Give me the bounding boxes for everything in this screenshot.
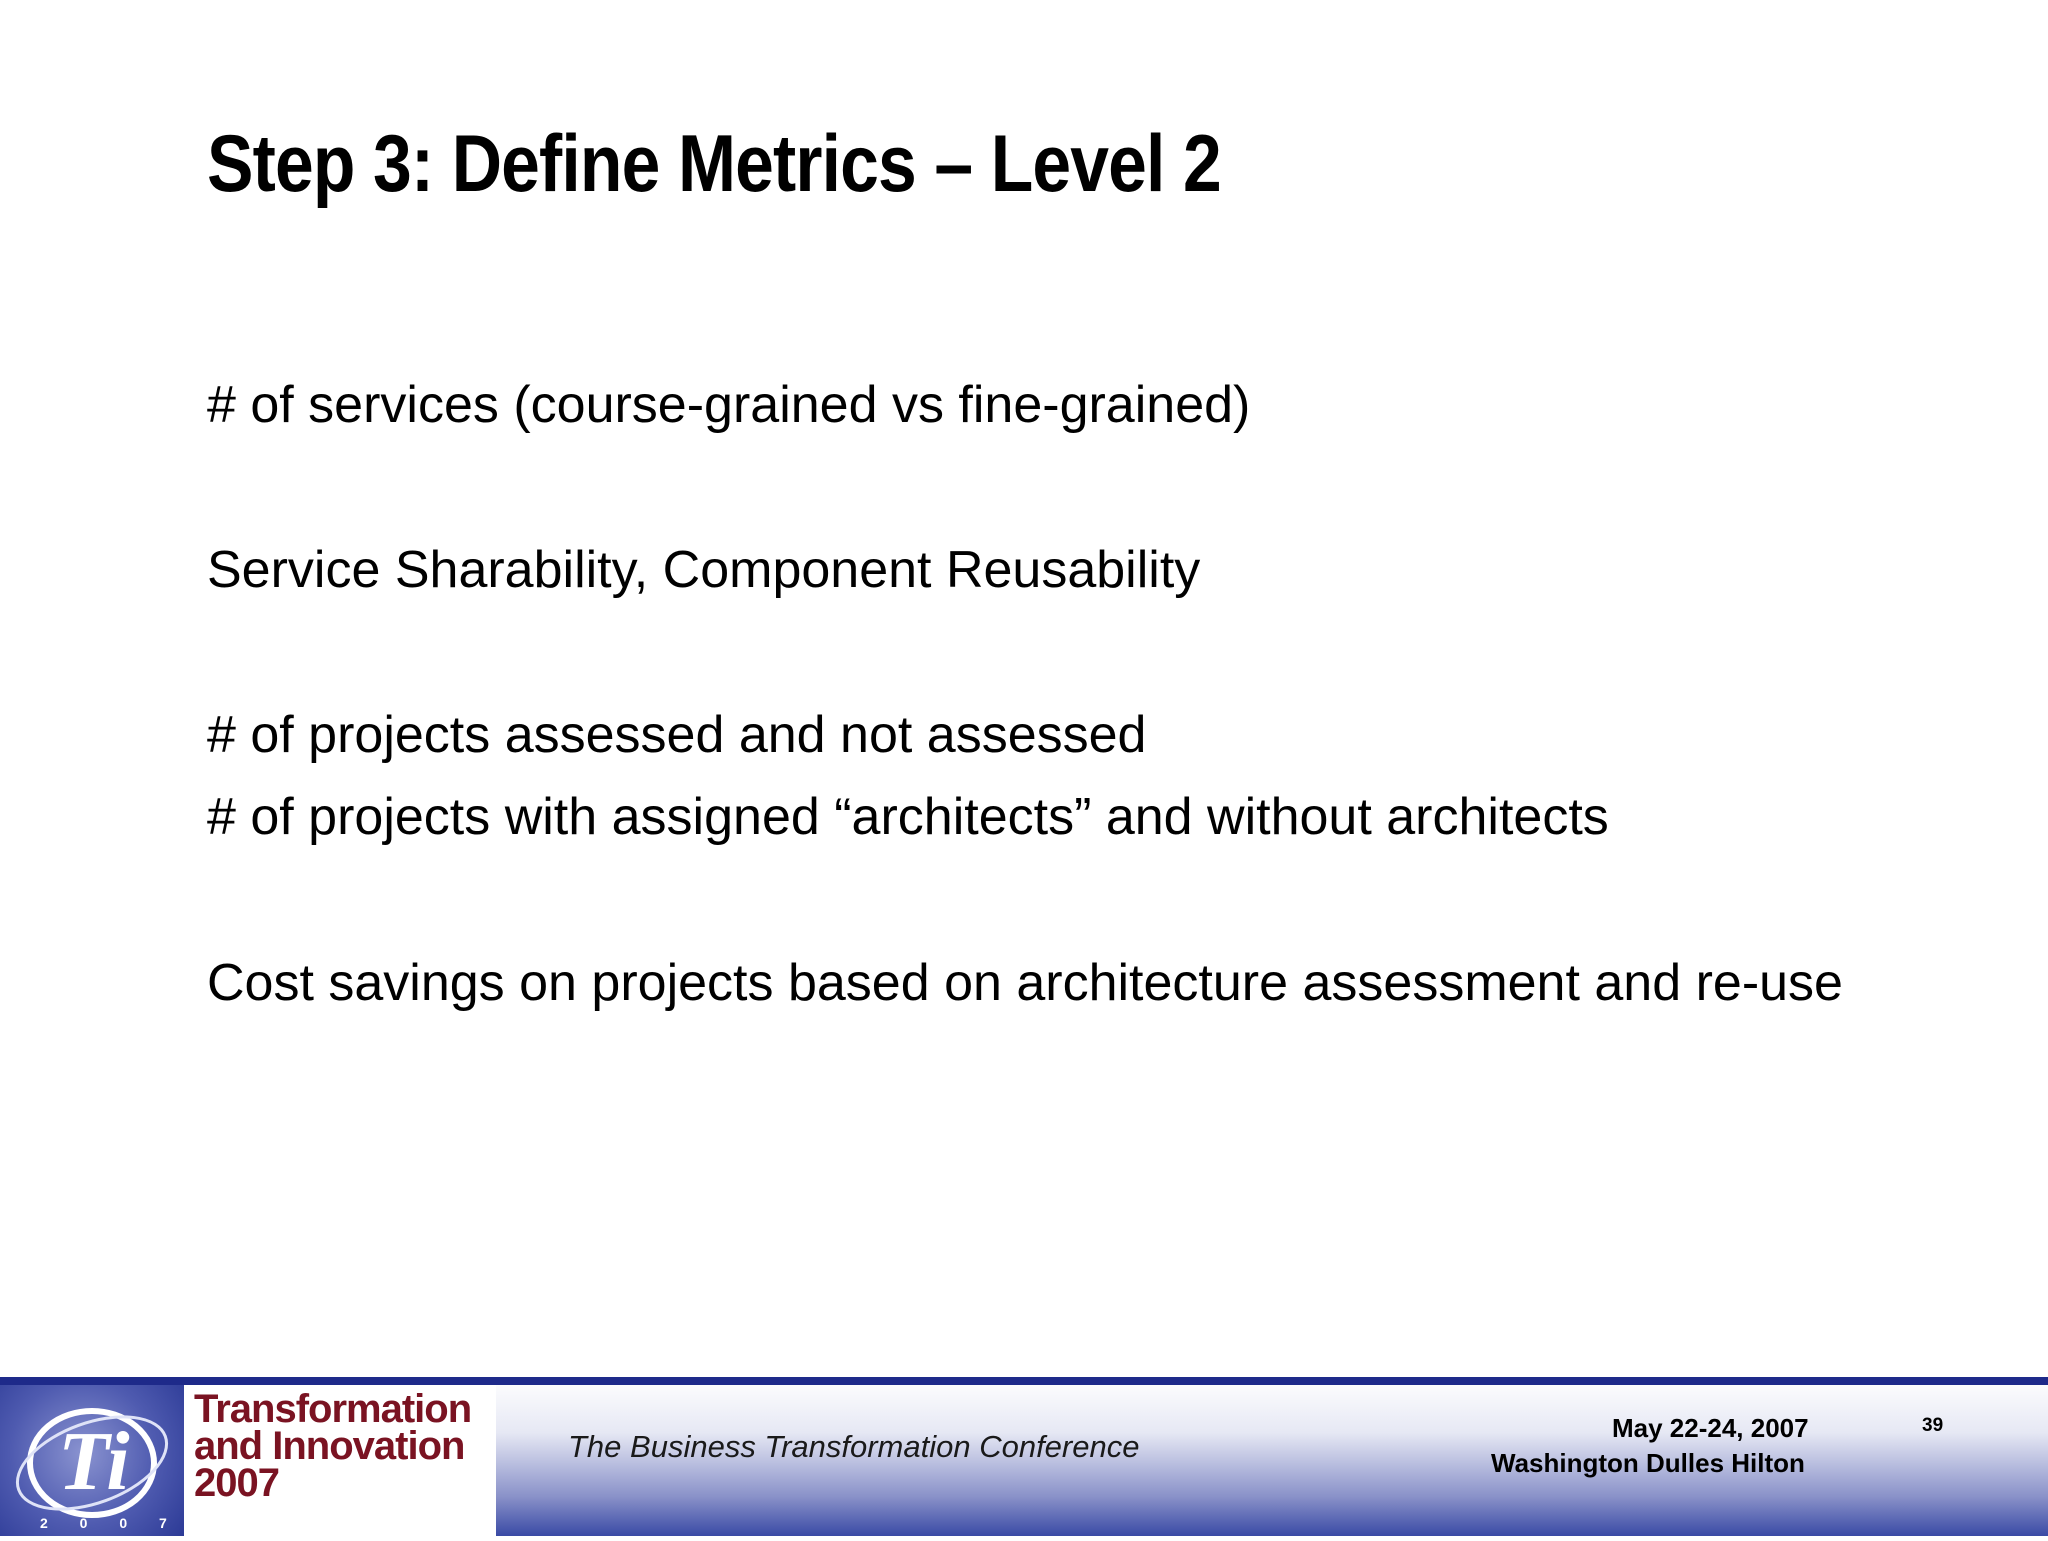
- bullet-services-count: # of services (course-grained vs fine-grained): [207, 376, 1251, 434]
- bullet-projects-architects: # of projects with assigned “architects” and without architects: [207, 788, 1609, 846]
- ti-emblem-icon: [0, 1385, 184, 1536]
- conference-logo: [0, 1385, 496, 1536]
- bullet-cost-savings: Cost savings on projects based on architecture assessment and re-use: [207, 954, 1843, 1012]
- page-number: 39: [1922, 1415, 1944, 1436]
- conference-name: The Business Transformation Conference: [568, 1429, 1140, 1464]
- logo-line-2: and Innovation: [194, 1424, 465, 1468]
- slide-title: Step 3: Define Metrics – Level 2: [207, 119, 1221, 209]
- emblem-letters: Ti: [58, 1415, 130, 1508]
- bullet-sharability: Service Sharability, Component Reusability: [207, 541, 1201, 599]
- conference-dates: May 22-24, 2007: [1612, 1413, 1809, 1443]
- footer-bar: [0, 1377, 2048, 1536]
- bullet-projects-assessed: # of projects assessed and not assessed: [207, 706, 1147, 764]
- emblem-year: 2 0 0 7: [40, 1515, 181, 1531]
- conference-venue: Washington Dulles Hilton: [1491, 1448, 1805, 1478]
- footer-rule: [0, 1377, 2048, 1385]
- logo-line-1: Transformation: [194, 1387, 472, 1431]
- logo-line-3: 2007: [194, 1461, 279, 1505]
- logo-wordmark: [194, 1387, 472, 1505]
